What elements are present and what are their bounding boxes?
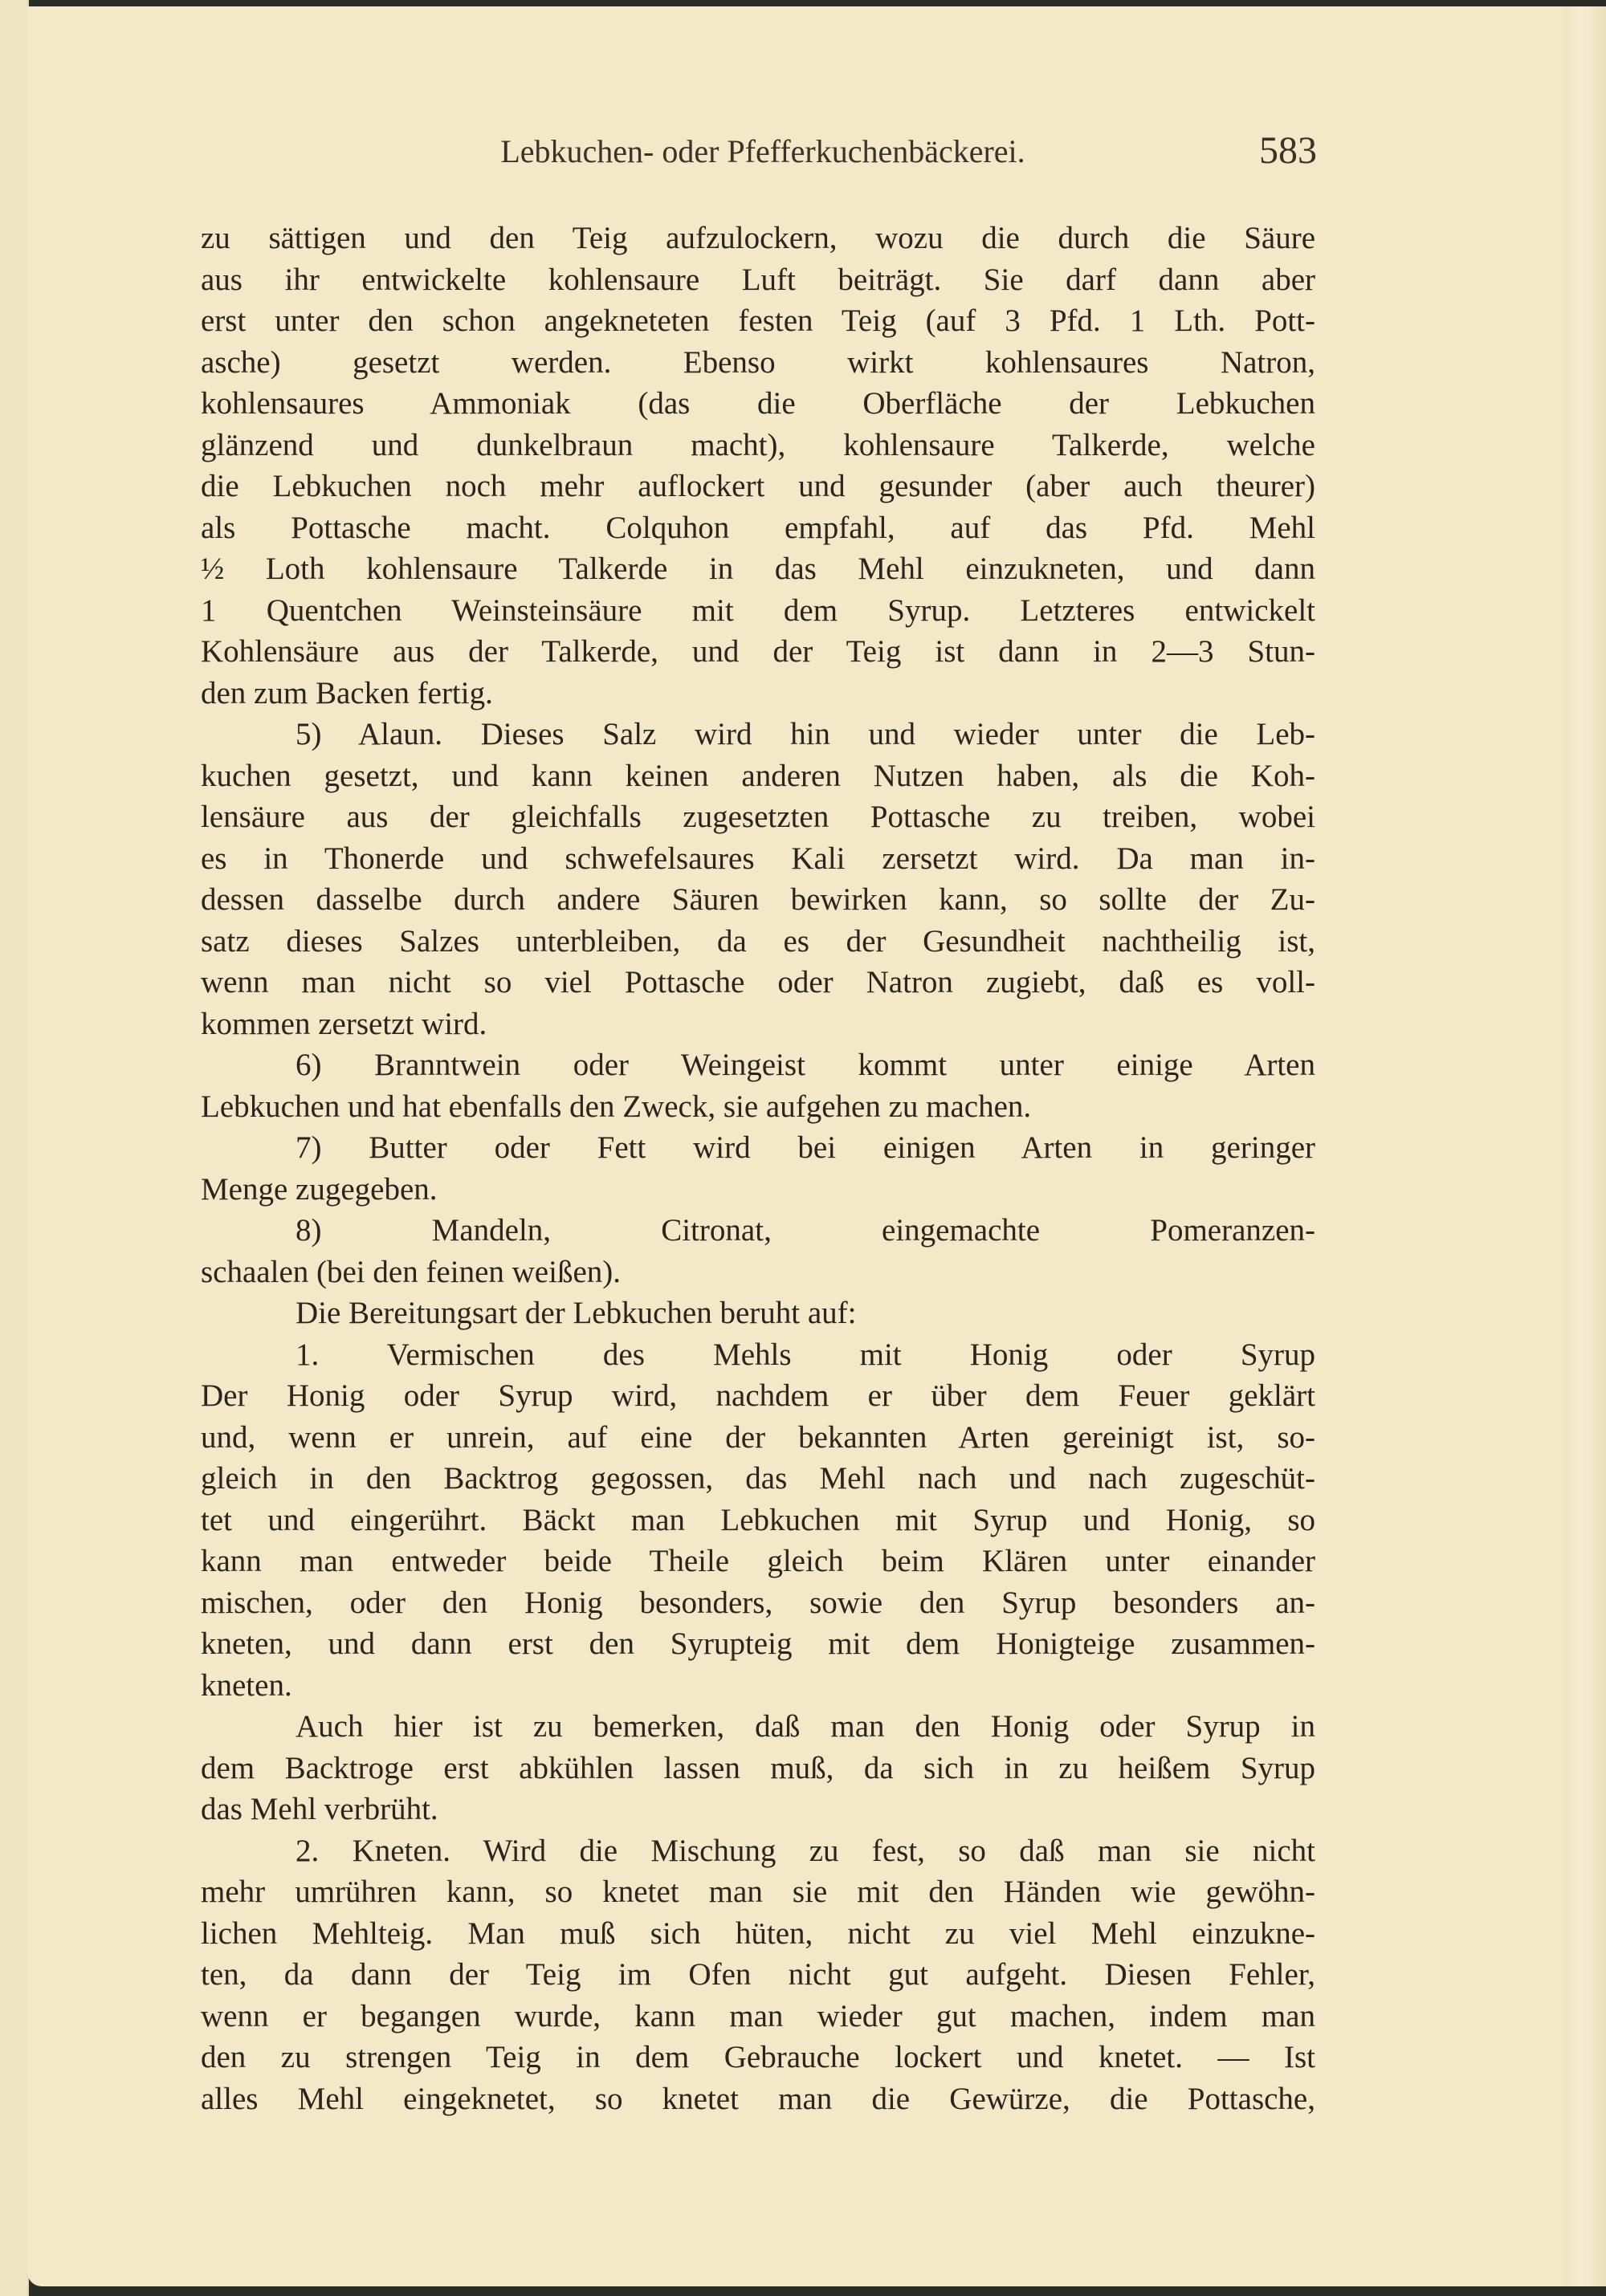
text-line: mehr umrühren kann, so knetet man sie mit den Händen wie gewöhn- <box>201 1875 1315 1909</box>
text-line: dessen dasselbe durch andere Säuren bewirken kann, so sollte der Zu- <box>201 882 1315 917</box>
page-fore-edge <box>1564 6 1606 2286</box>
text-line: kneten, und dann erst den Syrupteig mit dem Honigteige zusammen- <box>201 1626 1315 1661</box>
text-line: 2. Kneten. Wird die Mischung zu fest, so daß man sie nicht <box>296 1833 1315 1868</box>
text-line: 8) Mandeln, Citronat, eingemachte Pomeranzen- <box>296 1213 1315 1248</box>
text-line: 1. Vermischen des Mehls mit Honig oder Syrup <box>296 1337 1315 1372</box>
text-line: kann man entweder beide Theile gleich beim Klären unter einander <box>201 1544 1315 1578</box>
text-line: dem Backtroge erst abkühlen lassen muß, da sich in zu heißem Syrup <box>201 1750 1315 1785</box>
text-line: zu sättigen und den Teig aufzulockern, wozu die durch die Säure <box>201 221 1315 255</box>
text-line: den zu strengen Teig in dem Gebrauche lockert und knetet. — Ist <box>201 2040 1315 2074</box>
text-line: asche) gesetzt werden. Ebenso wirkt kohlensaures Natron, <box>201 344 1315 380</box>
text-line: kommen zersetzt wird. <box>201 1006 487 1041</box>
text-line: lensäure aus der gleichfalls zugesetzten Pottasche zu treiben, wobei <box>201 800 1315 834</box>
running-title: Lebkuchen- oder Pfefferkuchenbäckerei. <box>500 133 1025 169</box>
text-line: 5) Alaun. Dieses Salz wird hin und wieder unter die Leb- <box>296 717 1315 751</box>
text-line: schaalen (bei den feinen weißen). <box>201 1254 621 1289</box>
text-line: das Mehl verbrüht. <box>201 1792 438 1826</box>
text-line: 7) Butter oder Fett wird bei einigen Arten in geringer <box>296 1130 1315 1165</box>
text-line: ten, da dann der Teig im Ofen nicht gut aufgeht. Diesen Fehler, <box>201 1957 1315 1992</box>
text-line: Lebkuchen und hat ebenfalls den Zweck, sie aufgehen zu machen. <box>201 1089 1032 1124</box>
text-line: wenn man nicht so viel Pottasche oder Natron zugiebt, daß es voll- <box>201 965 1315 999</box>
page-number: 583 <box>1259 129 1317 172</box>
text-line: Auch hier ist zu bemerken, daß man den Honig oder Syrup in <box>296 1709 1315 1744</box>
text-line: wenn er begangen wurde, kann man wieder gut machen, indem man <box>201 1998 1315 2033</box>
text-line: satz dieses Salzes unterbleiben, da es der Gesundheit nachtheilig ist, <box>201 923 1315 959</box>
text-line: ½ Loth kohlensaure Talkerde in das Mehl einzukneten, und dann <box>201 552 1315 586</box>
text-line: die Lebkuchen noch mehr auflockert und gesunder (aber auch theurer) <box>201 469 1315 503</box>
text-line: Menge zugegeben. <box>201 1171 438 1207</box>
text-line: gleich in den Backtrog gegossen, das Mehl nach und nach zugeschüt- <box>201 1461 1315 1496</box>
text-line: mischen, oder den Honig besonders, sowie den Syrup besonders an- <box>201 1585 1315 1620</box>
text-line: kuchen gesetzt, und kann keinen anderen Nutzen haben, als die Koh- <box>201 758 1315 793</box>
text-line: 6) Branntwein oder Weingeist kommt unter einige Arten <box>296 1048 1315 1082</box>
text-line: erst unter den schon angekneteten festen Teig (auf 3 Pfd. 1 Lth. Pott- <box>201 303 1315 338</box>
text-line: aus ihr entwickelte kohlensaure Luft beiträgt. Sie darf dann aber <box>201 262 1315 297</box>
text-line: glänzend und dunkelbraun macht), kohlensaure Talkerde, welche <box>201 427 1315 462</box>
text-line: kohlensaures Ammoniak (das die Oberfläche der Lebkuchen <box>201 386 1315 421</box>
body-text <box>201 218 1315 2119</box>
text-line: es in Thonerde und schwefelsaures Kali zersetzt wird. Da man in- <box>201 841 1315 876</box>
adjacent-page-edge <box>0 0 29 2296</box>
text-line: Kohlensäure aus der Talkerde, und der Teig ist dann in 2—3 Stun- <box>201 634 1315 669</box>
text-line: tet und eingerührt. Bäckt man Lebkuchen mit Syrup und Honig, so <box>201 1502 1315 1537</box>
text-line: und, wenn er unrein, auf eine der bekannten Arten gereinigt ist, so- <box>201 1419 1315 1455</box>
text-line: alles Mehl eingeknetet, so knetet man die Gewürze, die Pottasche, <box>201 2081 1315 2116</box>
text-line: Der Honig oder Syrup wird, nachdem er über dem Feuer geklärt <box>201 1378 1315 1413</box>
text-line: lichen Mehlteig. Man muß sich hüten, nicht zu viel Mehl einzukne- <box>201 1915 1315 1951</box>
text-line: den zum Backen fertig. <box>201 675 493 710</box>
text-line: kneten. <box>201 1667 292 1703</box>
text-line: 1 Quentchen Weinsteinsäure mit dem Syrup. Letzteres entwickelt <box>201 592 1315 628</box>
text-line: Die Bereitungsart der Lebkuchen beruht auf: <box>296 1296 857 1330</box>
text-line: als Pottasche macht. Colquhon empfahl, auf das Pfd. Mehl <box>201 510 1315 545</box>
